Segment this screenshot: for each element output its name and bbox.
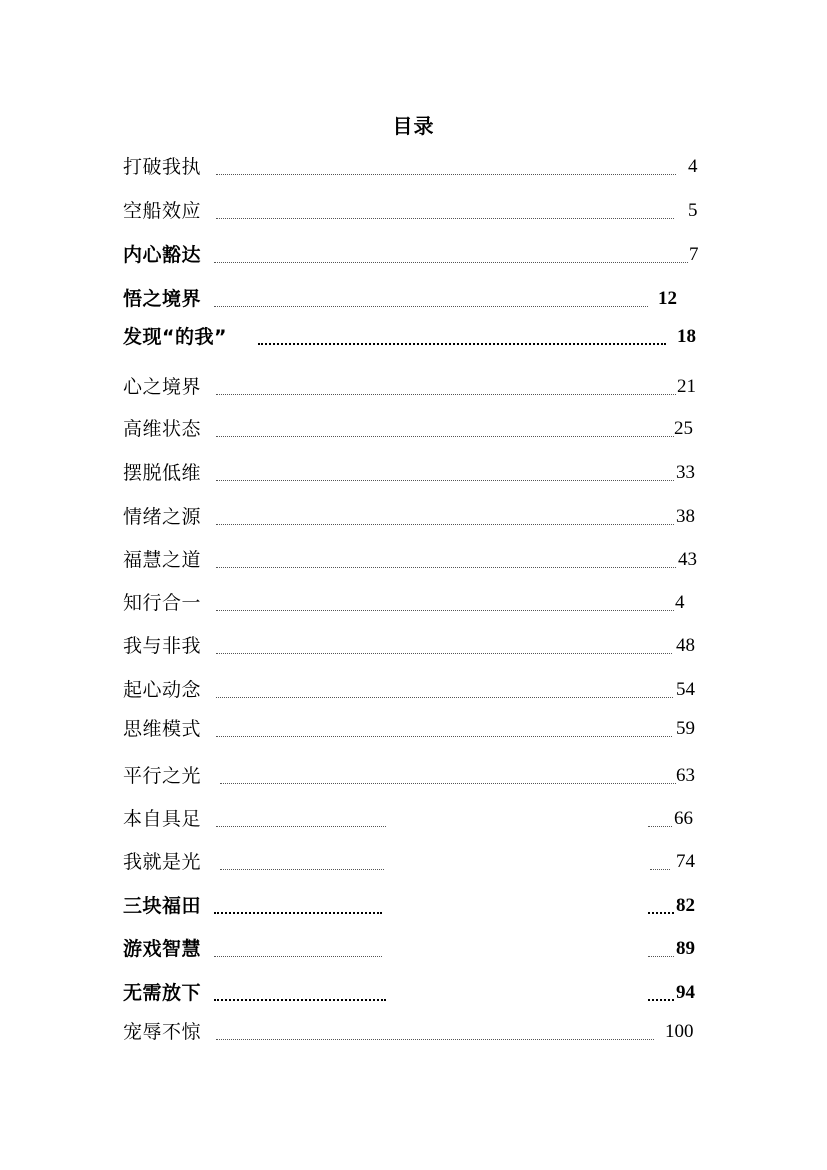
toc-entry[interactable] — [0, 675, 827, 703]
toc-page-number: 43 — [678, 549, 697, 570]
toc-entry[interactable] — [0, 458, 827, 486]
toc-entry[interactable] — [0, 934, 827, 962]
toc-page-number: 89 — [676, 938, 695, 959]
toc-dot-leader — [216, 480, 674, 481]
toc-entry[interactable] — [0, 978, 827, 1006]
toc-entry[interactable] — [0, 761, 827, 789]
toc-entry[interactable] — [0, 588, 827, 616]
toc-page-number: 63 — [676, 765, 695, 786]
toc-dot-leader — [216, 697, 673, 698]
toc-entry-label: 福慧之道 — [123, 549, 202, 571]
toc-dot-leader — [220, 869, 384, 870]
toc-entry[interactable] — [0, 240, 827, 268]
toc-entry-label: 悟之境界 — [123, 288, 202, 310]
toc-dot-leader — [258, 343, 666, 345]
toc-entry-label: 本自具足 — [123, 808, 202, 830]
toc-page-number: 59 — [676, 718, 695, 739]
toc-entry-label: 我与非我 — [123, 635, 202, 657]
toc-dot-leader — [214, 306, 648, 307]
toc-entry-label: 三块福田 — [123, 895, 202, 917]
toc-dot-leader — [216, 567, 676, 568]
toc-dot-leader — [216, 610, 674, 611]
toc-entry[interactable] — [0, 847, 827, 875]
toc-entry-label: 摆脱低维 — [123, 462, 202, 484]
toc-entry-label: 宠辱不惊 — [123, 1021, 202, 1043]
toc-entry[interactable] — [0, 714, 827, 742]
toc-dot-leader — [216, 736, 672, 737]
toc-page-number: 38 — [676, 506, 695, 527]
toc-page-number: 12 — [658, 288, 677, 309]
toc-dot-leader — [216, 394, 676, 395]
toc-entry-label: 内心豁达 — [123, 244, 202, 266]
toc-entry-label: 游戏智慧 — [123, 938, 202, 960]
toc-dot-leader — [214, 956, 382, 957]
toc-dot-leader — [648, 999, 674, 1001]
toc-entry-label: 心之境界 — [123, 376, 202, 398]
toc-entry-label: 知行合一 — [123, 592, 202, 614]
toc-entry[interactable] — [0, 891, 827, 919]
toc-dot-leader — [216, 436, 674, 437]
toc-entry-label: 发现“的我” — [123, 326, 227, 348]
toc-entry[interactable] — [0, 196, 827, 224]
toc-dot-leader — [216, 653, 672, 654]
toc-page-number: 33 — [676, 462, 695, 483]
toc-dot-leader — [648, 826, 672, 827]
toc-page-number: 48 — [676, 635, 695, 656]
toc-page-number: 100 — [665, 1021, 694, 1042]
toc-dot-leader — [650, 869, 670, 870]
toc-page-number: 5 — [688, 200, 698, 221]
toc-entry-label: 无需放下 — [123, 982, 202, 1004]
toc-dot-leader — [216, 174, 676, 175]
toc-page-number: 21 — [677, 376, 696, 397]
toc-entry[interactable] — [0, 545, 827, 573]
toc-entry-label: 平行之光 — [123, 765, 202, 787]
toc-page-number: 4 — [675, 592, 685, 613]
toc-entry-label: 情绪之源 — [123, 506, 202, 528]
toc-entry[interactable] — [0, 372, 827, 400]
toc-page-number: 4 — [688, 156, 698, 177]
toc-dot-leader — [220, 783, 676, 784]
toc-dot-leader — [648, 912, 674, 914]
toc-page-number: 94 — [676, 982, 695, 1003]
toc-entry[interactable] — [0, 502, 827, 530]
toc-entry[interactable] — [0, 414, 827, 442]
toc-page-number: 74 — [676, 851, 695, 872]
toc-page-number: 54 — [676, 679, 695, 700]
toc-entry[interactable] — [0, 284, 827, 312]
toc-dot-leader — [214, 999, 386, 1001]
toc-entry-label: 我就是光 — [123, 851, 202, 873]
toc-dot-leader — [648, 956, 674, 957]
toc-title: 目录 — [392, 114, 435, 138]
toc-entry[interactable] — [0, 152, 827, 180]
toc-dot-leader — [214, 912, 382, 914]
toc-entry-label: 高维状态 — [123, 418, 202, 440]
toc-entry[interactable] — [0, 804, 827, 832]
toc-dot-leader — [216, 218, 674, 219]
toc-dot-leader — [216, 524, 674, 525]
toc-entry[interactable] — [0, 322, 827, 350]
toc-dot-leader — [216, 1039, 654, 1040]
toc-dot-leader — [214, 262, 688, 263]
toc-page-number: 25 — [674, 418, 693, 439]
toc-page-number: 18 — [677, 326, 696, 347]
toc-dot-leader — [216, 826, 386, 827]
toc-entry-label: 打破我执 — [123, 156, 202, 178]
toc-entry-label: 思维模式 — [123, 718, 202, 740]
toc-page-number: 66 — [674, 808, 693, 829]
toc-entry-label: 空船效应 — [123, 200, 202, 222]
toc-entry-label: 起心动念 — [123, 679, 202, 701]
toc-entry[interactable] — [0, 1017, 827, 1045]
toc-page-number: 7 — [689, 244, 699, 265]
toc-page-number: 82 — [676, 895, 695, 916]
toc-entry[interactable] — [0, 631, 827, 659]
